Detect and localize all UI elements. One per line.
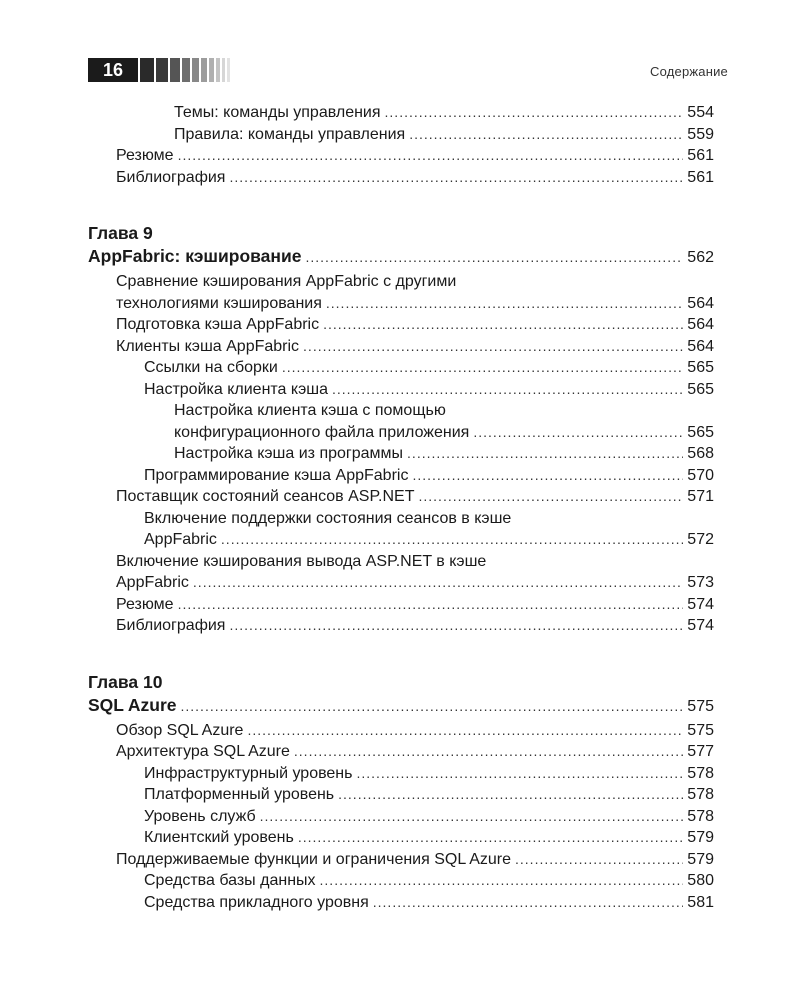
dot-leader: [332, 379, 683, 401]
toc-entry-title: Резюме: [116, 595, 174, 613]
toc-entry-line: [88, 244, 714, 270]
chapter-entries: [88, 271, 714, 637]
toc-entry-line: [174, 124, 714, 146]
toc-entry-line: [116, 720, 714, 742]
toc-entry-line: [144, 784, 714, 806]
toc-entry-line: [174, 422, 714, 444]
dot-leader: [320, 870, 684, 892]
dot-leader: [323, 314, 683, 336]
toc-entry-title: Поддерживаемые функции и ограничения SQL Azure: [116, 850, 512, 868]
toc-entry-title: Правила: команды управления: [174, 125, 406, 143]
toc-entry: [88, 615, 714, 637]
toc-entry-title: Настройка клиента кэша: [144, 380, 328, 398]
toc-entry-title: Инфраструктурный уровень: [144, 764, 353, 782]
toc-entry: [88, 806, 714, 828]
toc-entry-line: [144, 379, 714, 401]
toc-entry: [88, 784, 714, 806]
dot-leader: [303, 336, 683, 358]
toc-entry-page: 570: [687, 466, 714, 484]
toc-entry-title: Средства прикладного уровня: [144, 893, 369, 911]
toc-entry-title: AppFabric: [116, 574, 189, 591]
toc-entry-line: [144, 357, 714, 379]
toc-entry: [88, 102, 714, 124]
toc-entry-page: 574: [687, 617, 714, 634]
toc-entry-title: Уровень служб: [144, 807, 256, 825]
page-header: [88, 58, 728, 84]
chapter-page: 562: [687, 249, 714, 266]
toc-entry-page: 561: [687, 147, 714, 164]
toc-entry-line: [144, 827, 714, 849]
dot-leader: [419, 486, 684, 508]
toc-entry-page: 575: [687, 721, 714, 739]
toc-entry: [88, 465, 714, 487]
dot-leader: [409, 124, 683, 146]
toc-entry-line: [116, 314, 714, 336]
dot-leader: [338, 784, 683, 806]
toc-entry-page: 572: [687, 531, 714, 548]
toc-entry-title: Клиентский уровень: [144, 829, 294, 846]
dot-leader: [178, 594, 684, 616]
toc-entry-line: [144, 465, 714, 487]
dot-leader: [294, 741, 683, 763]
toc-entry-page: 579: [687, 829, 714, 846]
toc-entry-line: [174, 102, 714, 124]
toc-entry-page: 578: [687, 807, 714, 825]
toc-entry: [88, 594, 714, 616]
toc-entry-title-line: Настройка клиента кэша с помощью: [174, 402, 446, 419]
table-of-contents: [88, 102, 714, 913]
toc-entry: [88, 508, 714, 551]
chapter-entries: [88, 720, 714, 914]
header-decorative-bars: [140, 58, 232, 82]
toc-entry-title: Обзор SQL Azure: [116, 721, 244, 739]
toc-entry-page: 580: [687, 872, 714, 889]
toc-entry: [88, 763, 714, 785]
toc-entry-line: [116, 572, 714, 594]
toc-entry-title: Программирование кэша AppFabric: [144, 466, 409, 484]
toc-entry: [88, 741, 714, 763]
toc-entry-line: [116, 594, 714, 616]
toc-entry-line: [116, 167, 714, 189]
toc-entry-page: 573: [687, 574, 714, 591]
toc-entry-line: [174, 443, 714, 465]
chapter-title: SQL Azure: [88, 694, 177, 715]
toc-entry-line: [116, 145, 714, 167]
toc-entry-page: 559: [687, 125, 714, 143]
dot-leader: [305, 245, 683, 269]
dot-leader: [298, 827, 683, 849]
toc-entry-page: 565: [687, 423, 714, 441]
dot-leader: [282, 357, 683, 379]
toc-entry-page: 574: [687, 595, 714, 613]
chapter-page: 575: [687, 697, 714, 715]
toc-entry-line: [116, 615, 714, 637]
toc-entry-page: 571: [687, 488, 714, 505]
toc-entry-title-line: Включение поддержки состояния сеансов в кэше: [144, 509, 512, 527]
toc-entry-title: Платформенный уровень: [144, 786, 335, 803]
toc-entry-title: Резюме: [116, 147, 174, 164]
toc-entry: [88, 443, 714, 465]
toc-entry-page: 554: [687, 104, 714, 121]
dot-leader: [356, 763, 683, 785]
dot-leader: [515, 849, 683, 871]
dot-leader: [373, 892, 684, 914]
dot-leader: [473, 422, 683, 444]
toc-entry-title: Клиенты кэша AppFabric: [116, 337, 300, 355]
toc-entry-page: 564: [687, 337, 714, 355]
chapter-title: AppFabric: кэширование: [88, 246, 302, 266]
toc-entry: [88, 486, 714, 508]
toc-entry-line: [116, 741, 714, 763]
toc-entry-title: Ссылки на сборки: [144, 359, 278, 376]
toc-entry: [88, 400, 714, 443]
chapter-label: Глава 9: [88, 223, 153, 243]
dot-leader: [247, 720, 683, 742]
toc-entry-page: 565: [687, 380, 714, 398]
dot-leader: [326, 293, 683, 315]
toc-entry-line: [144, 806, 714, 828]
dot-leader: [229, 167, 683, 189]
toc-entry-line: [116, 336, 714, 358]
toc-entry: [88, 892, 714, 914]
toc-entry-title: Библиография: [116, 617, 226, 634]
toc-entry-page: 579: [687, 850, 714, 868]
toc-entry-title: конфигурационного файла приложения: [174, 423, 470, 441]
toc-entry-page: 565: [687, 359, 714, 376]
toc-entry-line: [144, 892, 714, 914]
page-number: 16: [88, 58, 138, 82]
dot-leader: [221, 529, 683, 551]
toc-entry-title: Настройка кэша из программы: [174, 445, 404, 462]
toc-entry-title: Средства базы данных: [144, 872, 316, 889]
toc-entry: [88, 849, 714, 871]
toc-entry-page: 577: [687, 743, 714, 760]
running-title: Содержание: [650, 64, 728, 79]
toc-entry-page: 578: [687, 764, 714, 782]
toc-entry-line: [116, 849, 714, 871]
toc-entry: [88, 124, 714, 146]
toc-entry: [88, 720, 714, 742]
chapter-label: Глава 10: [88, 671, 163, 692]
toc-entry: [88, 551, 714, 594]
toc-entry-line: [144, 529, 714, 551]
dot-leader: [385, 102, 684, 124]
toc-entry: [88, 145, 714, 167]
dot-leader: [412, 465, 683, 487]
toc-entry-page: 564: [687, 316, 714, 333]
toc-entry-title: Библиография: [116, 168, 226, 186]
toc-entry-line: [88, 693, 714, 719]
toc-entry-line: [116, 293, 714, 315]
toc-entry: [88, 271, 714, 314]
toc-entry: [88, 336, 714, 358]
dot-leader: [193, 572, 683, 594]
toc-entry-page: 581: [687, 893, 714, 911]
toc-entry-title: Темы: команды управления: [174, 104, 381, 121]
dot-leader: [229, 615, 683, 637]
toc-entry: [88, 314, 714, 336]
chapter-block: [88, 671, 714, 914]
toc-entry-page: 578: [687, 786, 714, 803]
toc-entry-line: [144, 763, 714, 785]
toc-entry-title: Архитектура SQL Azure: [116, 743, 290, 760]
toc-entry-page: 564: [687, 294, 714, 312]
dot-leader: [181, 694, 684, 718]
toc-entry: [88, 827, 714, 849]
toc-entry: [88, 870, 714, 892]
toc-entry-title: технологиями кэширования: [116, 294, 322, 312]
chapter-title-row: [88, 693, 714, 719]
toc-entry: [88, 379, 714, 401]
toc-entry: [88, 167, 714, 189]
dot-leader: [407, 443, 683, 465]
toc-entry-title: Поставщик состояний сеансов ASP.NET: [116, 488, 415, 505]
chapter-block: [88, 222, 714, 637]
toc-entry-title-line: Сравнение кэширования AppFabric с другими: [116, 273, 457, 290]
chapter-title-row: [88, 244, 714, 270]
dot-leader: [178, 145, 684, 167]
toc-entry-page: 561: [687, 168, 714, 186]
toc-entry-line: [116, 486, 714, 508]
toc-entry-title: Подготовка кэша AppFabric: [116, 316, 320, 333]
dot-leader: [260, 806, 684, 828]
toc-entry-page: 568: [687, 445, 714, 462]
toc-entry-title-line: Включение кэширования вывода ASP.NET в кэше: [116, 552, 487, 570]
toc-entry-line: [144, 870, 714, 892]
toc-entry: [88, 357, 714, 379]
toc-entry-title: AppFabric: [144, 531, 217, 548]
